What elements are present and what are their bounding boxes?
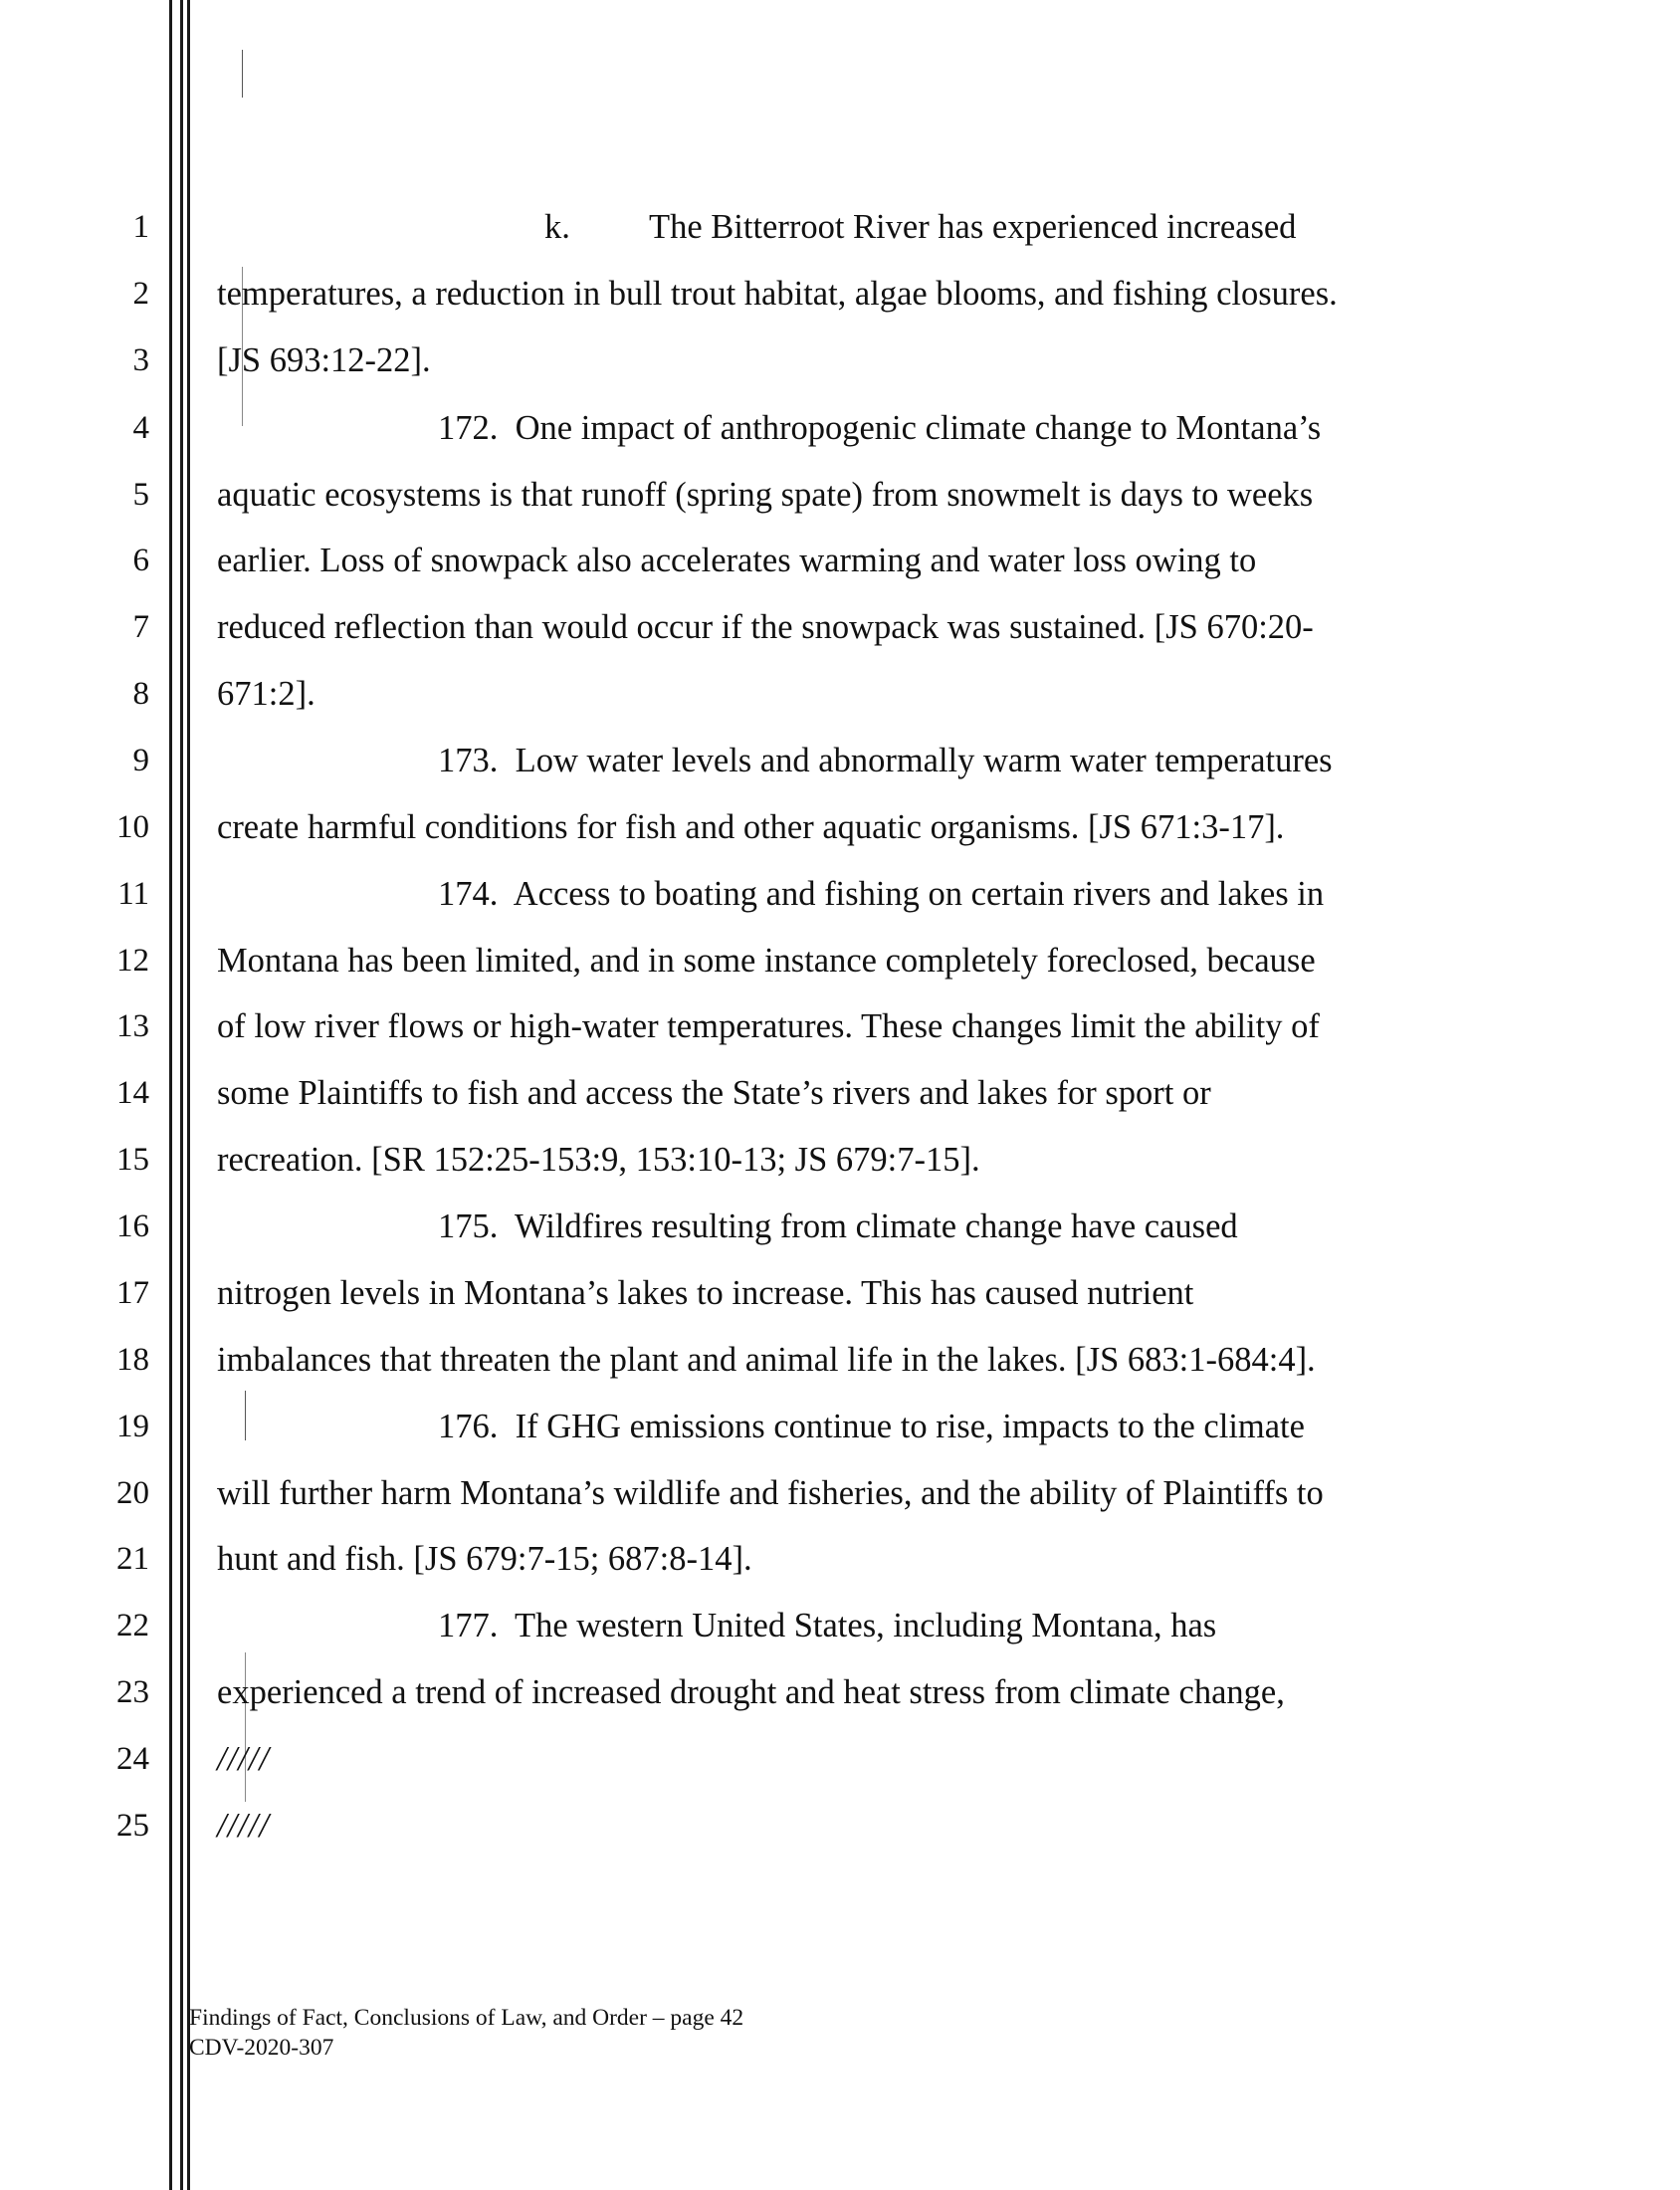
- line-number: 14: [116, 1075, 149, 1111]
- margin-rule-inner: [187, 0, 190, 2190]
- paragraph-text: Low water levels and abnormally warm water temperatures: [515, 742, 1333, 779]
- margin-rule-middle: [180, 0, 183, 2190]
- footer-case-number: CDV-2020-307: [189, 2035, 334, 2061]
- paragraph-k-line: temperatures, a reduction in bull trout habitat, algae blooms, and fishing closures.: [217, 275, 1338, 313]
- paragraph-172-first-line: [438, 408, 1321, 448]
- scan-artifact: [242, 50, 243, 98]
- paragraph-174-first-line: [438, 874, 1324, 914]
- paragraph-174-line: some Plaintiffs to fish and access the State’s rivers and lakes for sport or: [217, 1074, 1211, 1112]
- paragraph-text: Access to boating and fishing on certain rivers and lakes in: [513, 875, 1325, 913]
- line-number: 25: [116, 1808, 149, 1844]
- line-number: 20: [116, 1475, 149, 1511]
- paragraph-175-line: imbalances that threaten the plant and animal life in the lakes. [JS 683:1-684:4].: [217, 1341, 1316, 1379]
- paragraph-172-line: earlier. Loss of snowpack also accelerates warming and water loss owing to: [217, 542, 1257, 579]
- paragraph-text: One impact of anthropogenic climate change to Montana’s: [515, 409, 1322, 447]
- line-number: 6: [132, 543, 149, 578]
- scan-artifact: [245, 1391, 246, 1440]
- paragraph-175-first-line: [438, 1206, 1238, 1246]
- paragraph-text: If GHG emissions continue to rise, impacts to the climate: [515, 1408, 1305, 1445]
- line-number: 19: [116, 1409, 149, 1444]
- paragraph-173-first-line: [438, 741, 1333, 780]
- line-number: 3: [132, 342, 149, 378]
- paragraph-176-line: will further harm Montana’s wildlife and fisheries, and the ability of Plaintiffs to: [217, 1474, 1324, 1512]
- line-number: 13: [116, 1008, 149, 1044]
- paragraph-text: Wildfires resulting from climate change have caused: [515, 1207, 1238, 1245]
- paragraph-174-line: of low river flows or high-water temperatures. These changes limit the ability of: [217, 1007, 1320, 1045]
- page-footer: [189, 2003, 743, 2063]
- paragraph-k-line: [JS 693:12-22].: [217, 341, 431, 379]
- paragraph-172-line: reduced reflection than would occur if the snowpack was sustained. [JS 670:20-: [217, 608, 1314, 646]
- margin-rule-outer: [169, 0, 172, 2190]
- paragraph-text: The Bitterroot River has experienced increased: [649, 208, 1297, 246]
- footer-title: Findings of Fact, Conclusions of Law, and Order – page 42: [189, 2005, 744, 2031]
- line-number: 4: [132, 410, 149, 446]
- line-number: 7: [132, 609, 149, 645]
- line-number: 18: [116, 1342, 149, 1378]
- continuation-mark: /////: [217, 1740, 270, 1778]
- paragraph-176-line: hunt and fish. [JS 679:7-15; 687:8-14].: [217, 1540, 752, 1578]
- paragraph-number: 176.: [438, 1408, 499, 1445]
- line-number: 12: [116, 943, 149, 979]
- line-number: 23: [116, 1674, 149, 1710]
- paragraph-175-line: nitrogen levels in Montana’s lakes to increase. This has caused nutrient: [217, 1274, 1194, 1312]
- continuation-mark: /////: [217, 1807, 270, 1845]
- paragraph-number: 177.: [438, 1607, 499, 1644]
- line-number: 17: [116, 1275, 149, 1311]
- line-number: 9: [132, 743, 149, 778]
- line-number: 24: [116, 1741, 149, 1777]
- line-number: 11: [117, 876, 149, 912]
- paragraph-number: 174.: [438, 875, 499, 913]
- paragraph-177-first-line: [438, 1606, 1216, 1645]
- paragraph-176-first-line: [438, 1407, 1305, 1446]
- paragraph-173-line: create harmful conditions for fish and other aquatic organisms. [JS 671:3-17].: [217, 808, 1285, 846]
- paragraph-177-line: experienced a trend of increased drought and heat stress from climate change,: [217, 1673, 1285, 1711]
- line-number: 8: [132, 676, 149, 712]
- paragraph-label: k.: [544, 208, 570, 246]
- paragraph-number: 175.: [438, 1207, 499, 1245]
- line-number: 15: [116, 1142, 149, 1178]
- paragraph-number: 173.: [438, 742, 499, 779]
- paragraph-text: The western United States, including Montana, has: [515, 1607, 1217, 1644]
- line-number: 2: [132, 276, 149, 312]
- paragraph-174-line: recreation. [SR 152:25-153:9, 153:10-13; JS 679:7-15].: [217, 1141, 980, 1179]
- line-number: 16: [116, 1208, 149, 1244]
- paragraph-k-first-line: [544, 207, 1296, 247]
- line-number: 22: [116, 1608, 149, 1643]
- line-number: 21: [116, 1541, 149, 1577]
- line-number: 5: [132, 477, 149, 513]
- paragraph-172-line: 671:2].: [217, 675, 315, 713]
- line-number: 10: [116, 809, 149, 845]
- paragraph-number: 172.: [438, 409, 499, 447]
- paragraph-172-line: aquatic ecosystems is that runoff (spring spate) from snowmelt is days to weeks: [217, 476, 1314, 514]
- line-number: 1: [132, 209, 149, 245]
- paragraph-174-line: Montana has been limited, and in some instance completely foreclosed, because: [217, 942, 1316, 980]
